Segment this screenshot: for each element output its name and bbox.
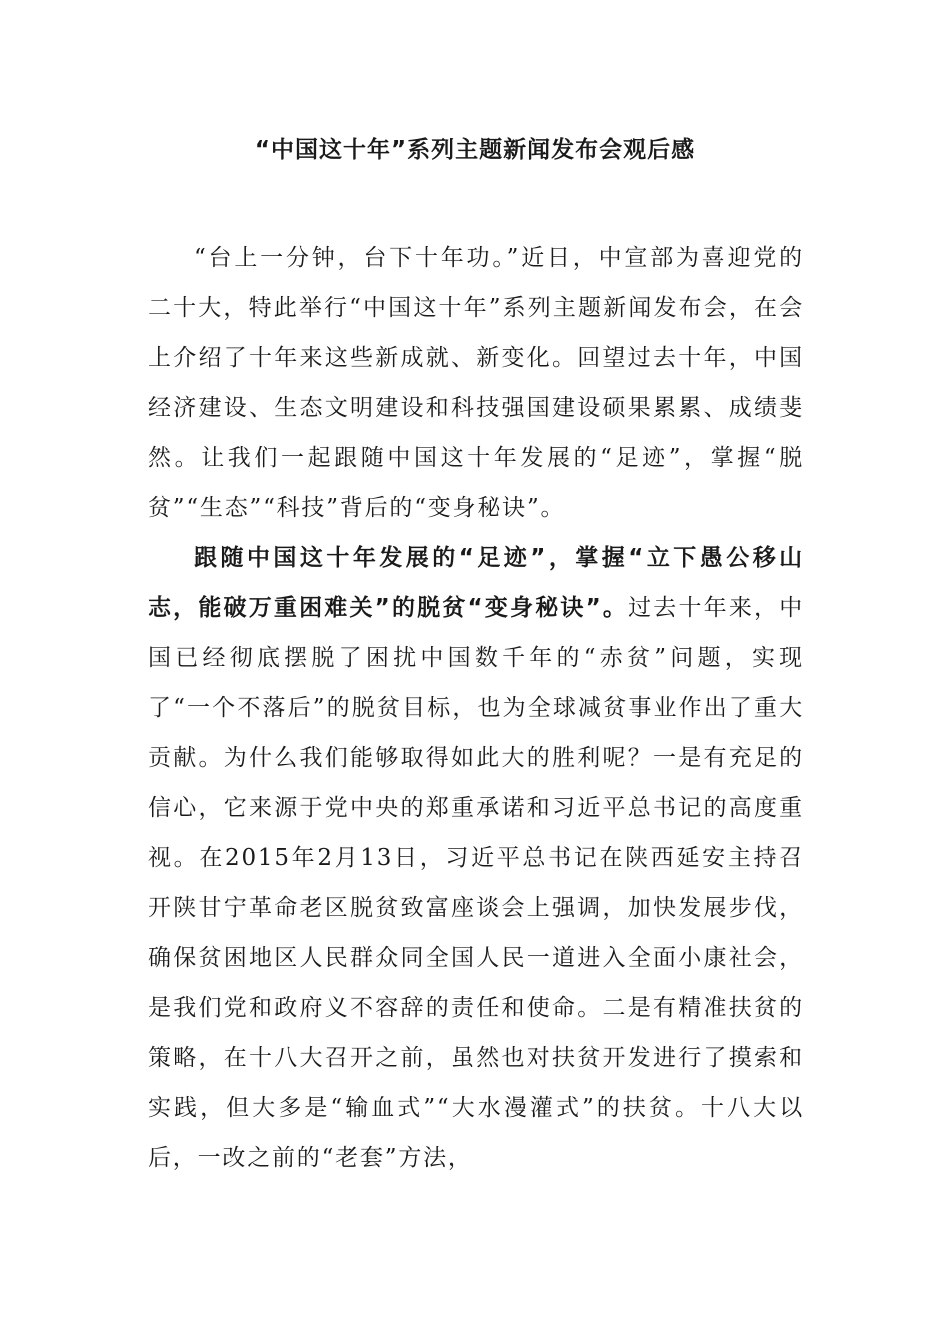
document-body <box>148 233 804 1183</box>
paragraph-text: 过去十年来，中国已经彻底摆脱了困扰中国数千年的“赤贫”问题，实现了“一个不落后”的脱贫目标，也为全球减贫事业作出了重大贡献。为什么我们能够取得如此大的胜利呢？一是有充足的信心，它来源于党中央的郑重承诺和习近平总书记的高度重视。在2015年2月13日，习近平总书记在陕西延安主持召开陕甘宁革命老区脱贫致富座谈会上强调，加快发展步伐，确保贫困地区人民群众同全国人民一道进入全面小康社会，是我们党和政府义不容辞的责任和使命。二是有精准扶贫的策略，在十八大召开之前，虽然也对扶贫开发进行了摸索和实践，但大多是“输血式”“大水漫灌式”的扶贫。十八大以后，一改之前的“老套”方法， <box>148 595 804 1171</box>
paragraph-bold-lead: 跟随中国这十年发展的“足迹”，掌握“立下愚公移山志，能破万重困难关”的脱贫“变身秘诀”。 <box>148 545 804 621</box>
paragraph-text: “台上一分钟，台下十年功。”近日，中宣部为喜迎党的二十大，特此举行“中国这十年”系列主题新闻发布会，在会上介绍了十年来这些新成就、新变化。回望过去十年，中国经济建设、生态文明建设和科技强国建设硕果累累、成绩斐然。让我们一起跟随中国这十年发展的“足迹”，掌握“脱贫”“生态”“科技”背后的“变身秘诀”。 <box>148 245 804 521</box>
document-title: “中国这十年”系列主题新闻发布会观后感 <box>254 137 696 163</box>
paragraph-poverty <box>148 533 804 1183</box>
paragraph-intro <box>148 233 804 533</box>
